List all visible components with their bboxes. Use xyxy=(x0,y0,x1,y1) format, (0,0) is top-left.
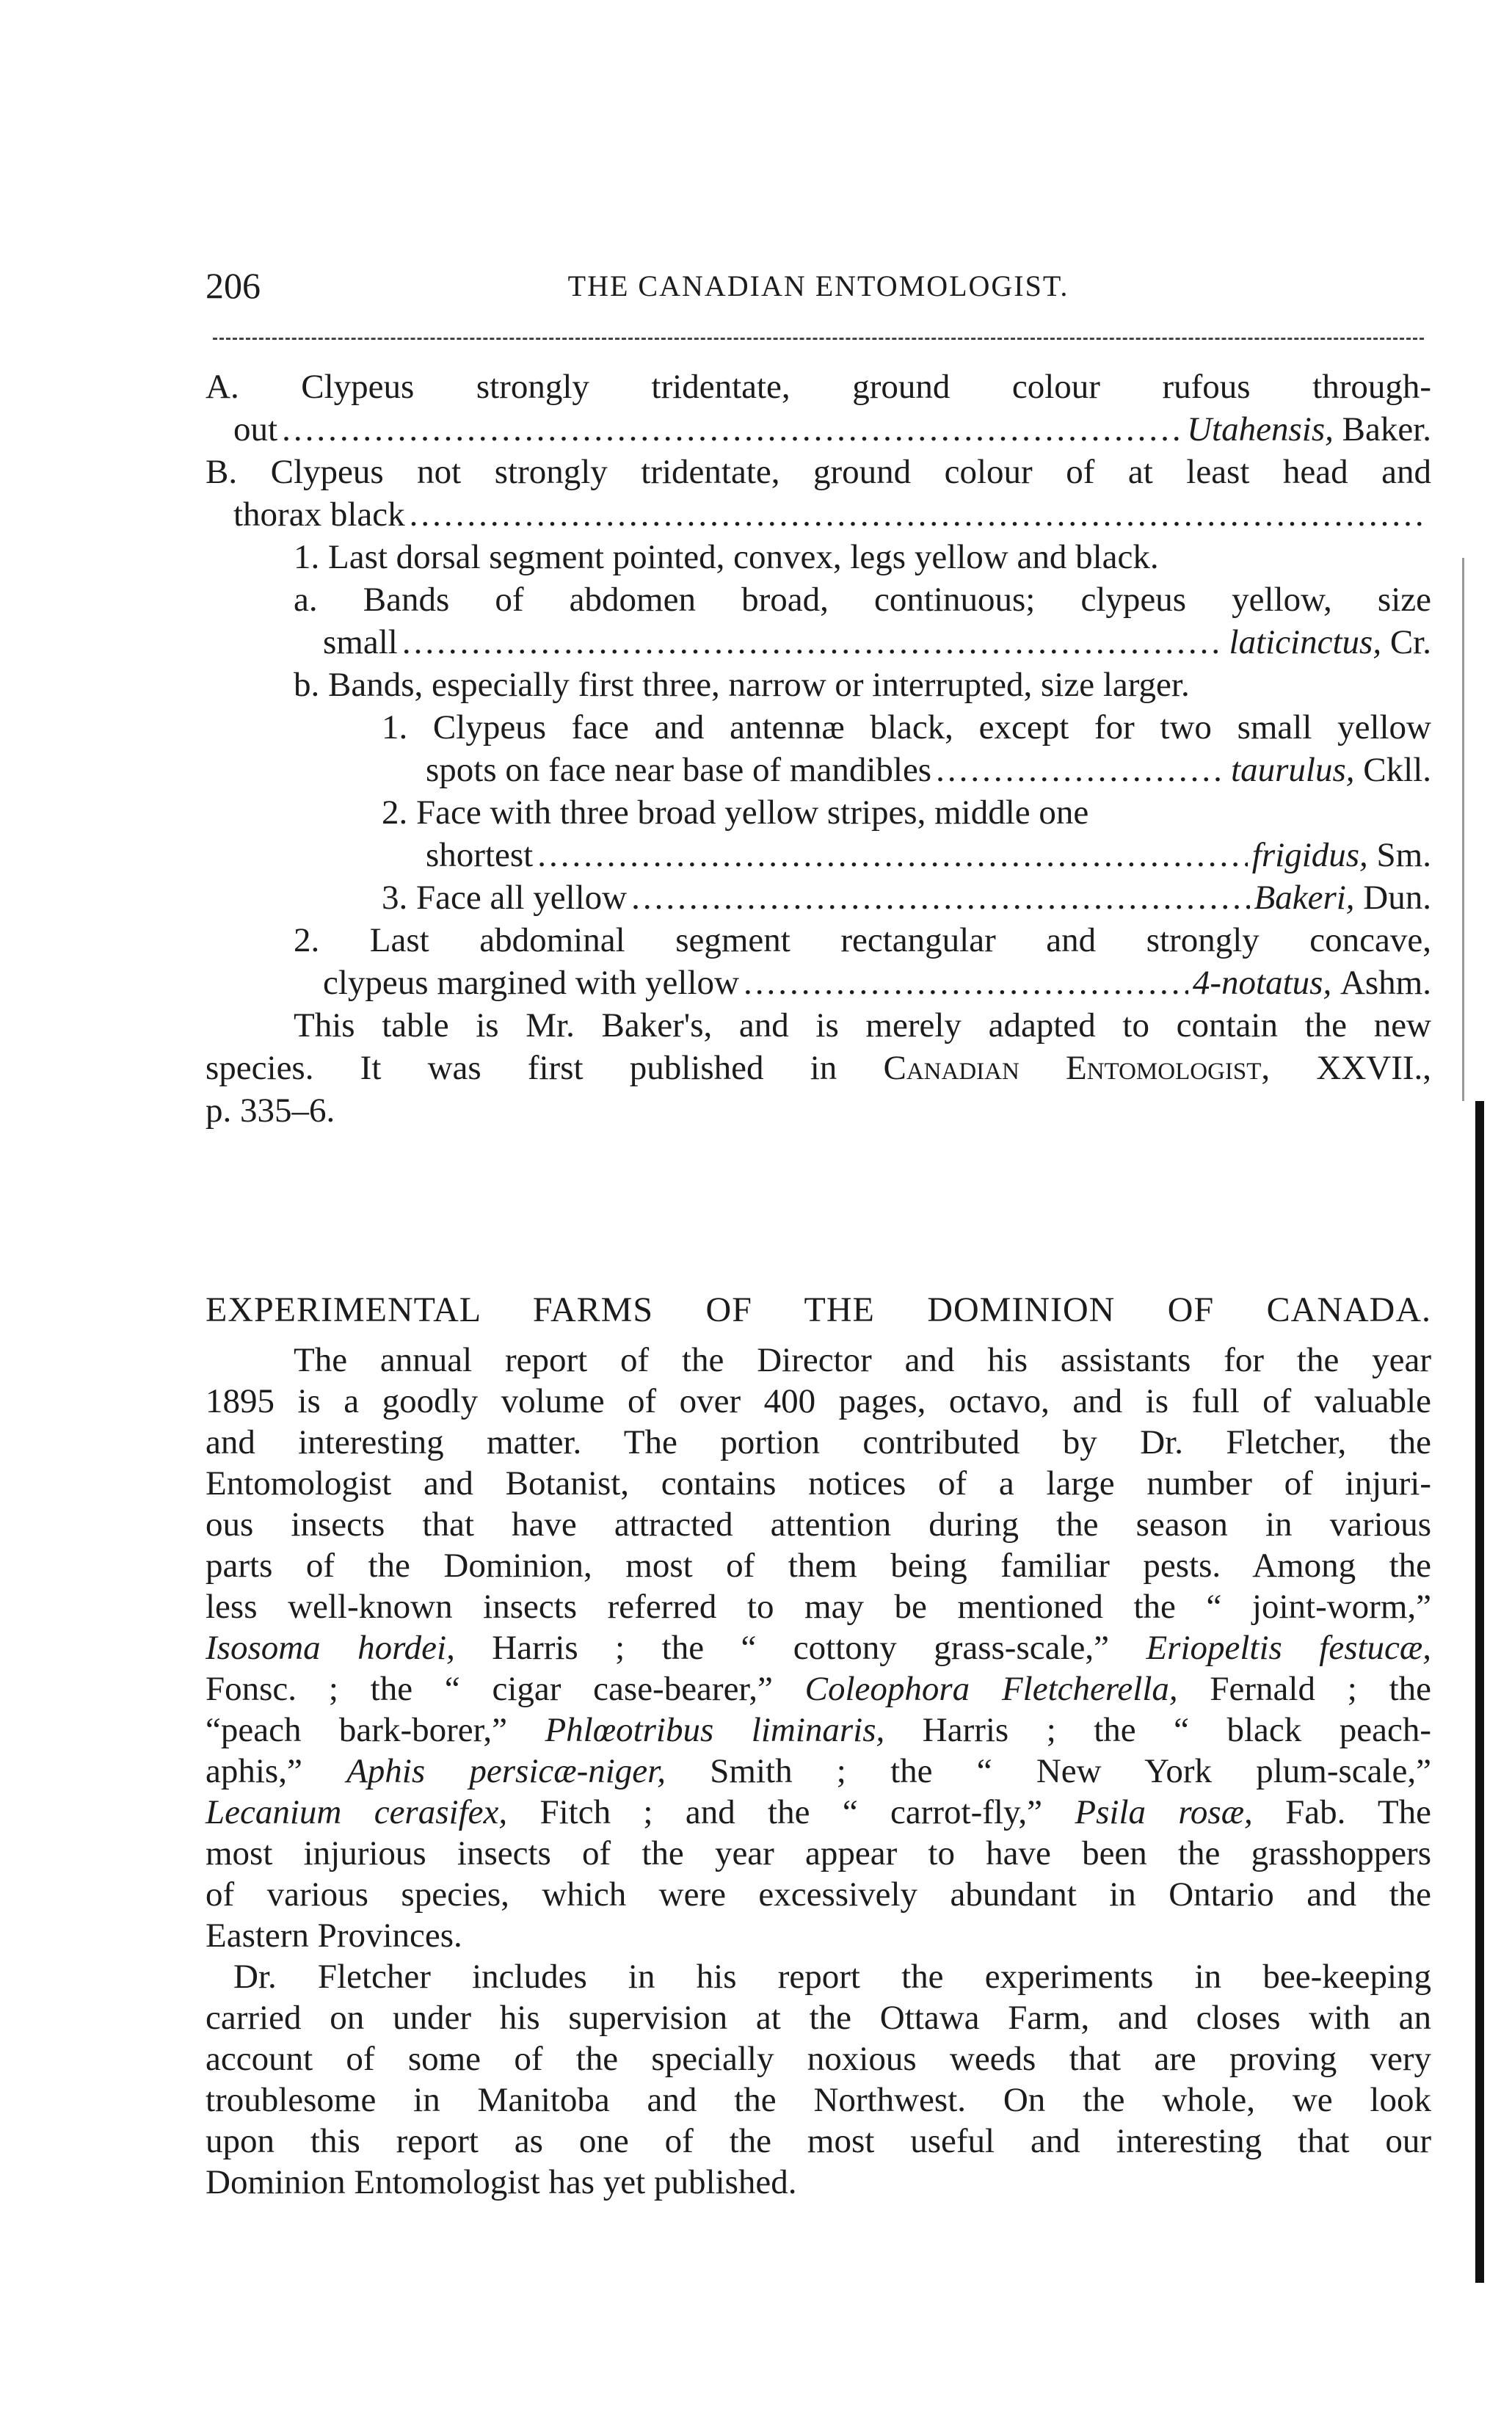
species-name: taurulus, xyxy=(1231,751,1355,789)
body-line: parts of the Dominion, most of them being familiar pests. Among the xyxy=(206,1547,1431,1585)
body-text: Fernald ; the xyxy=(1210,1670,1432,1708)
body-text: aphis,” xyxy=(206,1752,302,1790)
scan-edge-bar xyxy=(1475,1101,1484,2283)
running-title: THE CANADIAN ENTOMOLOGIST. xyxy=(567,269,1069,302)
body-line xyxy=(206,1627,1431,1668)
species-author: Cr. xyxy=(1389,623,1431,661)
body-line: Eastern Provinces. xyxy=(206,1917,462,1955)
body-text: Smith ; the “ New York plum-scale,” xyxy=(710,1752,1432,1790)
key-line xyxy=(206,962,1431,1004)
key-line: 1. Clypeus face and antennæ black, except for two small yellow xyxy=(382,708,1431,746)
body-line xyxy=(206,1750,1431,1791)
species-name: Coleophora Fletcherella, xyxy=(804,1670,1178,1708)
key-line: A. Clypeus strongly tridentate, ground colour rufous through- xyxy=(206,368,1431,406)
note-line xyxy=(206,1047,1431,1089)
article-body xyxy=(206,1339,1431,2202)
species-name: Aphis persicæ-niger, xyxy=(346,1752,666,1790)
species-name: 4-notatus, xyxy=(1192,964,1332,1002)
key-line: B. Clypeus not strongly tridentate, ground colour of at least head and xyxy=(206,453,1431,491)
key-line: 1. Last dorsal segment pointed, convex, legs yellow and black. xyxy=(294,538,1159,576)
species-name: Psila rosæ, xyxy=(1075,1793,1253,1831)
species-name: laticinctus, xyxy=(1229,623,1382,661)
body-text: “peach bark-borer,” xyxy=(206,1711,507,1749)
header-rule xyxy=(213,338,1424,340)
key-line xyxy=(206,493,1431,536)
running-header xyxy=(206,264,1431,308)
species-name: Lecanium cerasifex, xyxy=(206,1793,508,1831)
key-line: a. Bands of abdomen broad, continuous; clypeus yellow, size xyxy=(294,581,1431,619)
species-name: Bakeri, xyxy=(1254,879,1355,917)
body-text: Harris ; the “ cottony grass-scale,” xyxy=(492,1629,1110,1667)
species-author: Ckll. xyxy=(1363,751,1431,789)
body-text: Fonsc. ; the “ cigar case-bearer,” xyxy=(206,1670,773,1708)
note-text: species. It was first published in xyxy=(206,1049,837,1087)
body-line: The annual report of the Director and his assistants for the year xyxy=(294,1341,1431,1379)
body-text: Fitch ; and the “ carrot-fly,” xyxy=(539,1793,1043,1831)
key-text: spots on face near base of mandibles xyxy=(426,751,932,789)
key-text: thorax black xyxy=(233,495,405,534)
key-text: out xyxy=(233,410,278,448)
key-line: 2. Face with three broad yellow stripes, middle one xyxy=(382,793,1089,832)
body-line: Entomologist and Botanist, contains notices of a large number of injuri- xyxy=(206,1464,1431,1503)
species-name: frigidus, xyxy=(1251,836,1368,874)
body-line: of various species, which were excessively abundant in Ontario and the xyxy=(206,1875,1431,1914)
species-name: Eriopeltis festucæ, xyxy=(1146,1629,1431,1667)
body-line: troublesome in Manitoba and the Northwest. On the whole, we look xyxy=(206,2081,1431,2119)
key-line: b. Bands, especially first three, narrow or interrupted, size larger. xyxy=(294,666,1190,704)
body-line: most injurious insects of the year appear to have been the grasshoppers xyxy=(206,1834,1431,1872)
article-heading: EXPERIMENTAL FARMS OF THE DOMINION OF CANADA. xyxy=(206,1290,1431,1329)
note-line: This table is Mr. Baker's, and is merely adapted to contain the new xyxy=(294,1006,1431,1045)
body-line: account of some of the specially noxious weeds that are proving very xyxy=(206,2040,1431,2078)
body-line: Dr. Fletcher includes in his report the experiments in bee-keeping xyxy=(233,1958,1431,1996)
scan-margin-line xyxy=(1462,558,1464,1101)
page-number: 206 xyxy=(206,265,261,306)
key-line xyxy=(206,834,1431,876)
body-line xyxy=(206,1668,1431,1709)
note-line: p. 335–6. xyxy=(206,1091,335,1130)
key-line xyxy=(206,749,1431,791)
body-line: ous insects that have attracted attention during the season in various xyxy=(206,1505,1431,1544)
body-line: upon this report as one of the most useful and interesting that our xyxy=(206,2122,1431,2160)
species-name: Phlœotribus liminaris, xyxy=(545,1711,885,1749)
key-line: 2. Last abdominal segment rectangular and strongly concave, xyxy=(294,921,1431,959)
key-line xyxy=(206,621,1431,664)
volume-number: XXVII., xyxy=(1316,1049,1432,1087)
species-author: Baker. xyxy=(1342,410,1431,448)
body-line: Dominion Entomologist has yet published. xyxy=(206,2163,797,2201)
body-text: Harris ; the “ black peach- xyxy=(922,1711,1431,1749)
body-text: Fab. The xyxy=(1285,1793,1431,1831)
species-name: Utahensis, xyxy=(1187,410,1334,448)
species-key xyxy=(206,366,1431,1132)
body-line xyxy=(206,1791,1431,1832)
key-text: 3. Face all yellow xyxy=(382,879,628,917)
species-author: Ashm. xyxy=(1340,964,1431,1002)
body-line: and interesting matter. The portion contributed by Dr. Fletcher, the xyxy=(206,1423,1431,1461)
species-author: Dun. xyxy=(1363,879,1431,917)
key-text: small xyxy=(323,623,398,661)
body-line: carried on under his supervision at the Ottawa Farm, and closes with an xyxy=(206,1999,1431,2037)
species-author: Sm. xyxy=(1376,836,1431,874)
species-name: Isosoma hordei, xyxy=(206,1629,455,1667)
key-line xyxy=(206,408,1431,451)
key-text: clypeus margined with yellow xyxy=(323,964,739,1002)
key-line xyxy=(206,876,1431,919)
body-line xyxy=(206,1709,1431,1750)
key-text: shortest xyxy=(426,836,534,874)
journal-name: Canadian Entomologist, xyxy=(883,1049,1271,1087)
body-line: 1895 is a goodly volume of over 400 pages, octavo, and is full of valuable xyxy=(206,1382,1431,1420)
body-line: less well-known insects referred to may be mentioned the “ joint-worm,” xyxy=(206,1588,1431,1626)
